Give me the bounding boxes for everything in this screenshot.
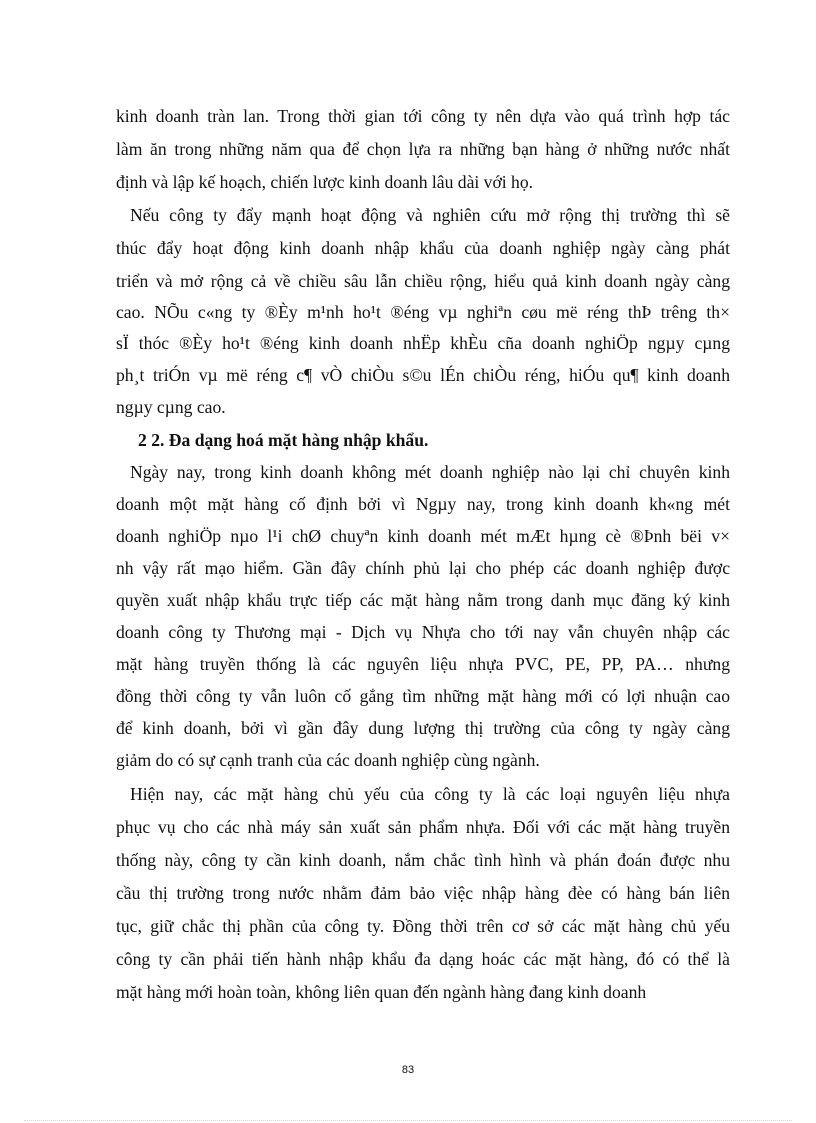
text-line: doanh nghiÖp nµo l¹i chØ chuyªn kinh doanh mét mÆt hµng cè ®Þnh bëi v×: [116, 526, 730, 546]
text-line: sÏ thóc ®Èy ho¹t ®éng kinh doanh nhËp khÈu cña doanh nghiÖp ngµy cµng: [116, 333, 730, 353]
text-line: giảm do có sự cạnh tranh của các doanh nghiệp cùng ngành.: [116, 750, 540, 770]
text-line: định và lập kế hoạch, chiến lược kinh doanh lâu dài với họ.: [116, 172, 534, 192]
text-line: thống này, công ty cần kinh doanh, nắm chắc tình hình và phán đoán được nhu: [116, 850, 730, 870]
section-heading: 2 2. Đa dạng hoá mặt hàng nhập khẩu.: [138, 430, 429, 450]
text-line: triển và mở rộng cả về chiều sâu lẫn chiều rộng, hiểu quả kinh doanh ngày càng: [116, 271, 730, 291]
page-number: 83: [401, 1064, 415, 1076]
text-line: để kinh doanh, bởi vì gần đây dung lượng thị trường của công ty ngày càng: [116, 718, 730, 738]
text-line: doanh một mặt hàng cố định bởi vì Ngµy nay, trong kinh doanh kh«ng mét: [116, 494, 730, 514]
paragraph-first-line: Ngày nay, trong kinh doanh không mét doanh nghiệp nào lại chỉ chuyên kinh: [130, 462, 730, 482]
text-line: phục vụ cho các nhà máy sản xuất sản phẩm nhựa. Đối với các mặt hàng truyền: [116, 817, 730, 837]
text-line: đồng thời công ty vẫn luôn cố gắng tìm những mặt hàng mới có lợi nhuận cao: [116, 686, 730, 706]
text-line: ngµy cµng cao.: [116, 397, 226, 417]
text-line: ph¸t triÓn vµ më réng c¶ vÒ chiÒu s©u lÉn chiÒu réng, hiÓu qu¶ kinh doanh: [116, 365, 730, 385]
paragraph-first-line: Nếu công ty đẩy mạnh hoạt động và nghiên cứu mở rộng thị trường thì sẽ: [130, 205, 730, 225]
paragraph-first-line: Hiện nay, các mặt hàng chủ yếu của công ty là các loại nguyên liệu nhựa: [130, 784, 730, 804]
text-line: doanh công ty Thương mại - Dịch vụ Nhựa cho tới nay vẫn chuyên nhập các: [116, 622, 730, 642]
text-line: cầu thị trường trong nước nhằm đảm bảo việc nhập hàng đèe có hàng bán liên: [116, 883, 730, 903]
text-line: công ty cần phải tiến hành nhập khẩu đa dạng hoác các mặt hàng, đó có thể là: [116, 949, 730, 969]
text-line: kinh doanh tràn lan. Trong thời gian tới công ty nên dựa vào quá trình hợp tác: [116, 106, 730, 126]
text-line: mặt hàng truyền thống là các nguyên liệu nhựa PVC, PE, PP, PA… nhưng: [116, 654, 730, 674]
text-line: tục, giữ chắc thị phần của công ty. Đồng thời trên cơ sở các mặt hàng chủ yếu: [116, 916, 730, 936]
text-line: nh vậy rất mạo hiểm. Gần đây chính phủ lại cho phép các doanh nghiệp được: [116, 558, 730, 578]
text-line: cao. NÕu c«ng ty ®Èy m¹nh ho¹t ®éng vµ nghiªn cøu më réng thÞ trêng th×: [116, 302, 730, 322]
page-bottom-edge: [24, 1120, 792, 1121]
text-line: thúc đẩy hoạt động kinh doanh nhập khẩu của doanh nghiệp ngày càng phát: [116, 238, 730, 258]
text-line: mặt hàng mới hoàn toàn, không liên quan đến ngành hàng đang kinh doanh: [116, 982, 647, 1002]
text-line: quyền xuất nhập khẩu trực tiếp các mặt hàng nằm trong danh mục đăng ký kinh: [116, 590, 730, 610]
text-line: làm ăn trong những năm qua để chọn lựa ra những bạn hàng ở những nước nhất: [116, 139, 730, 159]
